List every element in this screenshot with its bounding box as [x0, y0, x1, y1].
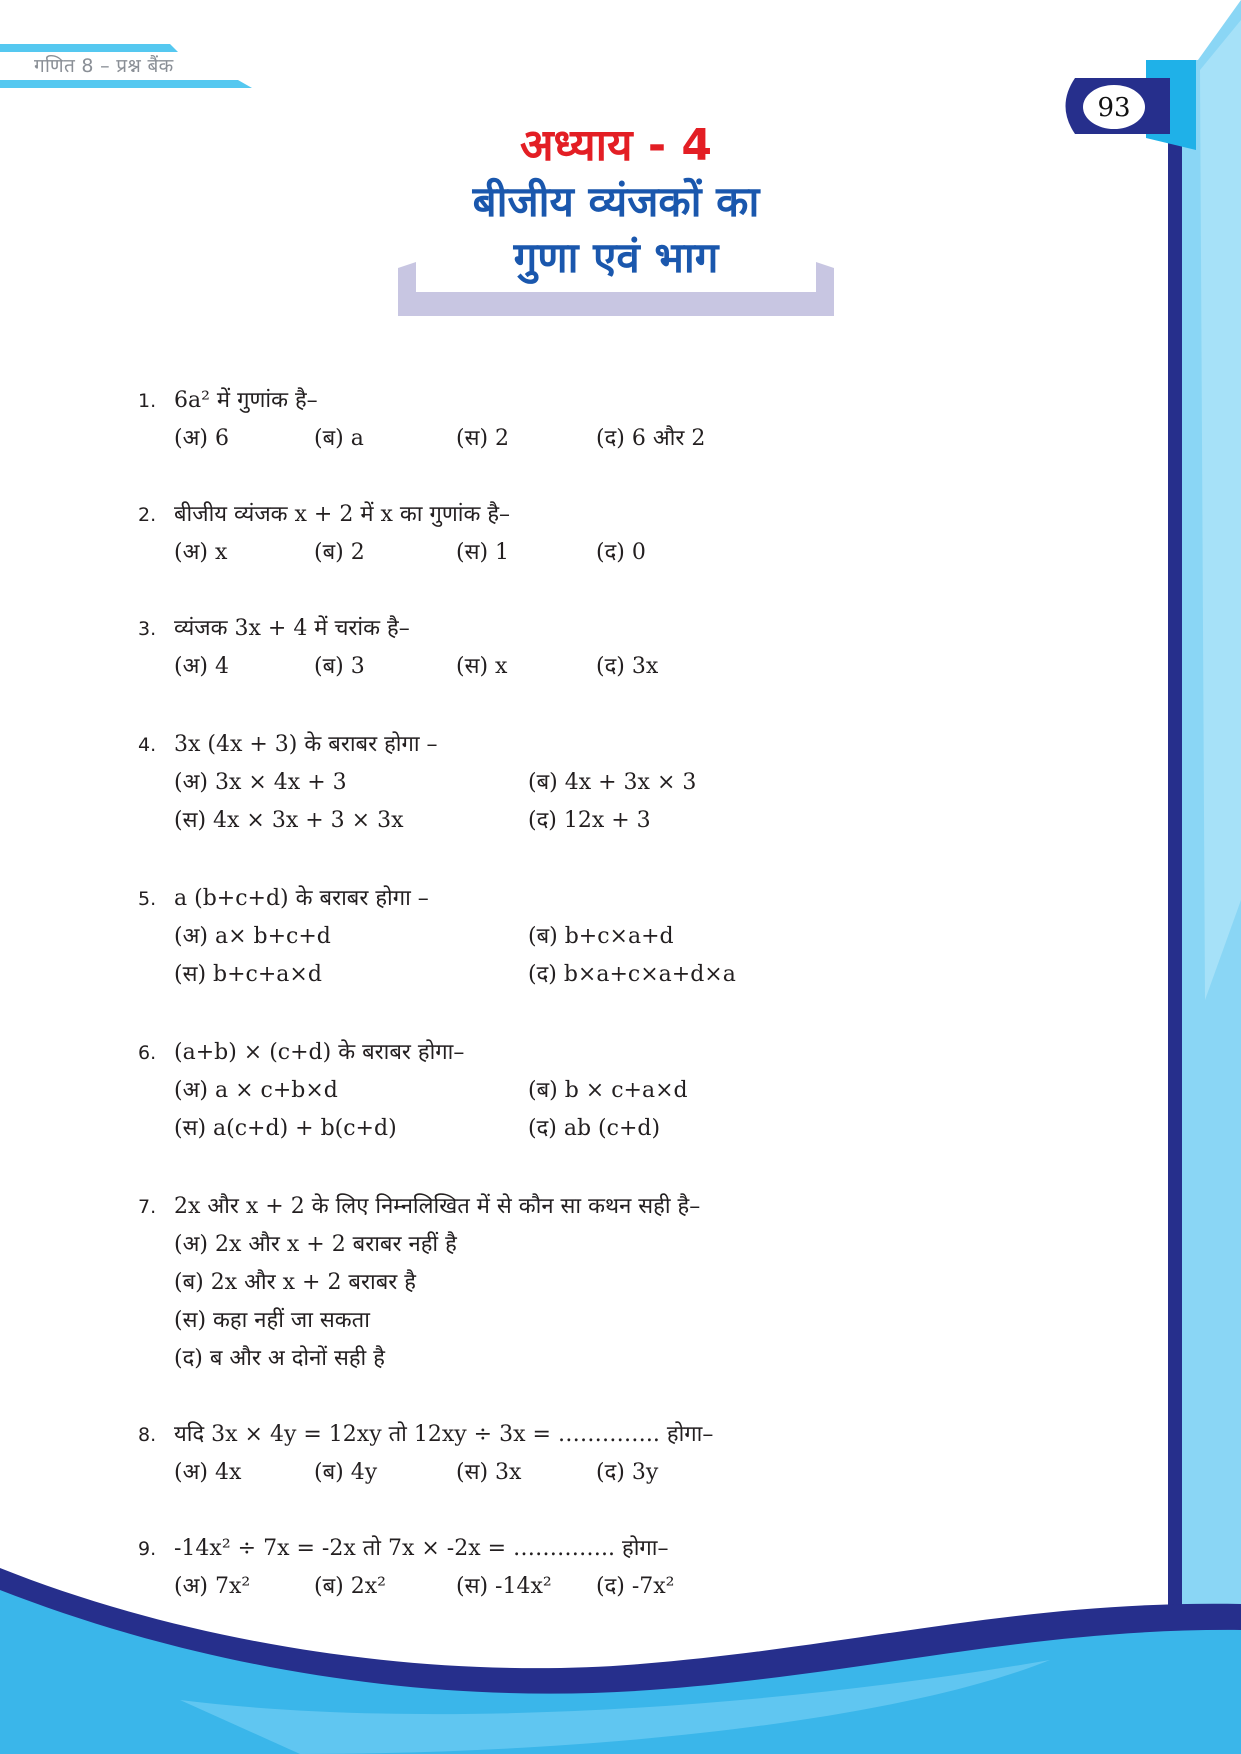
option-c: (स) x [456, 654, 508, 679]
question-number: 8. [138, 1424, 157, 1446]
question-text: 2x और x + 2 के लिए निम्नलिखित में से कौन सा कथन सही है– [174, 1194, 701, 1219]
right-band-highlight [1200, 20, 1241, 1000]
option-a: (अ) x [174, 540, 228, 565]
options-row [138, 1454, 1038, 1492]
option-d: (द) 6 और 2 [596, 426, 706, 451]
options-row [138, 1340, 1038, 1378]
options-row [138, 1226, 1038, 1264]
options-row [138, 1110, 1038, 1148]
option-c: (स) -14x² [456, 1574, 552, 1599]
option-c: (स) b+c+a×d [174, 962, 322, 987]
header-strip-top [0, 44, 178, 52]
book-header-label: गणित 8 – प्रश्न बैंक [34, 55, 174, 77]
question-text: a (b+c+d) के बराबर होगा – [174, 886, 429, 911]
question-2 [138, 496, 1038, 572]
option-d: (द) -7x² [596, 1574, 675, 1599]
question-stem [138, 726, 1038, 764]
question-stem [138, 1530, 1038, 1568]
question-stem [138, 1416, 1038, 1454]
question-text: व्यंजक 3x + 4 में चरांक है– [174, 616, 410, 641]
question-text: यदि 3x × 4y = 12xy तो 12xy ÷ 3x = ………….. होगा– [174, 1422, 714, 1447]
options-row [138, 1264, 1038, 1302]
options-row [138, 648, 1038, 686]
option-c: (स) 1 [456, 540, 510, 565]
option-d: (द) 3y [596, 1460, 659, 1485]
option-a: (अ) a× b+c+d [174, 924, 331, 949]
option-a: (अ) 4 [174, 654, 229, 679]
question-text: बीजीय व्यंजक x + 2 में x का गुणांक है– [174, 502, 511, 527]
question-9 [138, 1530, 1038, 1606]
question-stem [138, 610, 1038, 648]
option-b: (ब) 2 [314, 540, 365, 565]
option-b: (ब) b × c+a×d [528, 1078, 688, 1103]
question-stem [138, 382, 1038, 420]
question-8 [138, 1416, 1038, 1492]
option-a: (अ) 2x और x + 2 बराबर नहीं है [174, 1232, 457, 1257]
option-c: (स) 4x × 3x + 3 × 3x [174, 808, 404, 833]
option-b: (ब) b+c×a+d [528, 924, 674, 949]
option-d: (द) 12x + 3 [528, 808, 651, 833]
question-number: 7. [138, 1196, 157, 1218]
options-row [138, 534, 1038, 572]
chapter-title-line-1: बीजीय व्यंजकों का [472, 177, 760, 226]
option-c: (स) 2 [456, 426, 510, 451]
options-row [138, 420, 1038, 458]
option-a: (अ) a × c+b×d [174, 1078, 338, 1103]
option-c: (स) 3x [456, 1460, 522, 1485]
question-stem [138, 880, 1038, 918]
question-number: 3. [138, 618, 157, 640]
question-number: 5. [138, 888, 157, 910]
option-d: (द) 0 [596, 540, 646, 565]
option-a: (अ) 7x² [174, 1574, 251, 1599]
options-row [138, 1302, 1038, 1340]
option-c: (स) a(c+d) + b(c+d) [174, 1116, 397, 1141]
question-stem [138, 1188, 1038, 1226]
option-b: (ब) 4x + 3x × 3 [528, 770, 697, 795]
right-vertical-bar [1168, 60, 1182, 1620]
options-row [138, 956, 1038, 994]
question-text: 6a² में गुणांक है– [174, 388, 318, 413]
chapter-number: अध्याय - 4 [519, 120, 713, 171]
question-stem [138, 1034, 1038, 1072]
question-7 [138, 1188, 1038, 1378]
question-stem [138, 496, 1038, 534]
option-a: (अ) 3x × 4x + 3 [174, 770, 347, 795]
question-number: 2. [138, 504, 157, 526]
page-number: 93 [1097, 93, 1131, 123]
question-text: -14x² ÷ 7x = -2x तो 7x × -2x = ………….. होगा– [174, 1536, 669, 1561]
question-text: (a+b) × (c+d) के बराबर होगा– [174, 1040, 465, 1065]
question-number: 1. [138, 390, 157, 412]
question-number: 9. [138, 1538, 157, 1560]
option-d: (द) ब और अ दोनों सही है [174, 1346, 385, 1371]
question-number: 4. [138, 734, 157, 756]
option-b: (ब) 2x और x + 2 बराबर है [174, 1270, 416, 1295]
option-b: (ब) 4y [314, 1460, 378, 1485]
option-d: (द) b×a+c×a+d×a [528, 962, 736, 987]
chapter-title-line-2: गुणा एवं भाग [513, 233, 719, 282]
header-strip-bottom [0, 80, 252, 88]
question-6 [138, 1034, 1038, 1148]
option-a: (अ) 6 [174, 426, 229, 451]
question-3 [138, 610, 1038, 686]
chapter-title-block [400, 118, 832, 286]
question-text: 3x (4x + 3) के बराबर होगा – [174, 732, 438, 757]
options-row [138, 918, 1038, 956]
option-c: (स) कहा नहीं जा सकता [174, 1308, 370, 1333]
options-row [138, 1568, 1038, 1606]
question-5 [138, 880, 1038, 994]
options-row [138, 764, 1038, 802]
option-b: (ब) 3 [314, 654, 365, 679]
options-row [138, 1072, 1038, 1110]
question-1 [138, 382, 1038, 458]
option-d: (द) 3x [596, 654, 659, 679]
option-a: (अ) 4x [174, 1460, 242, 1485]
question-number: 6. [138, 1042, 157, 1064]
option-d: (द) ab (c+d) [528, 1116, 661, 1141]
option-b: (ब) 2x² [314, 1574, 386, 1599]
option-b: (ब) a [314, 426, 364, 451]
question-4 [138, 726, 1038, 840]
options-row [138, 802, 1038, 840]
